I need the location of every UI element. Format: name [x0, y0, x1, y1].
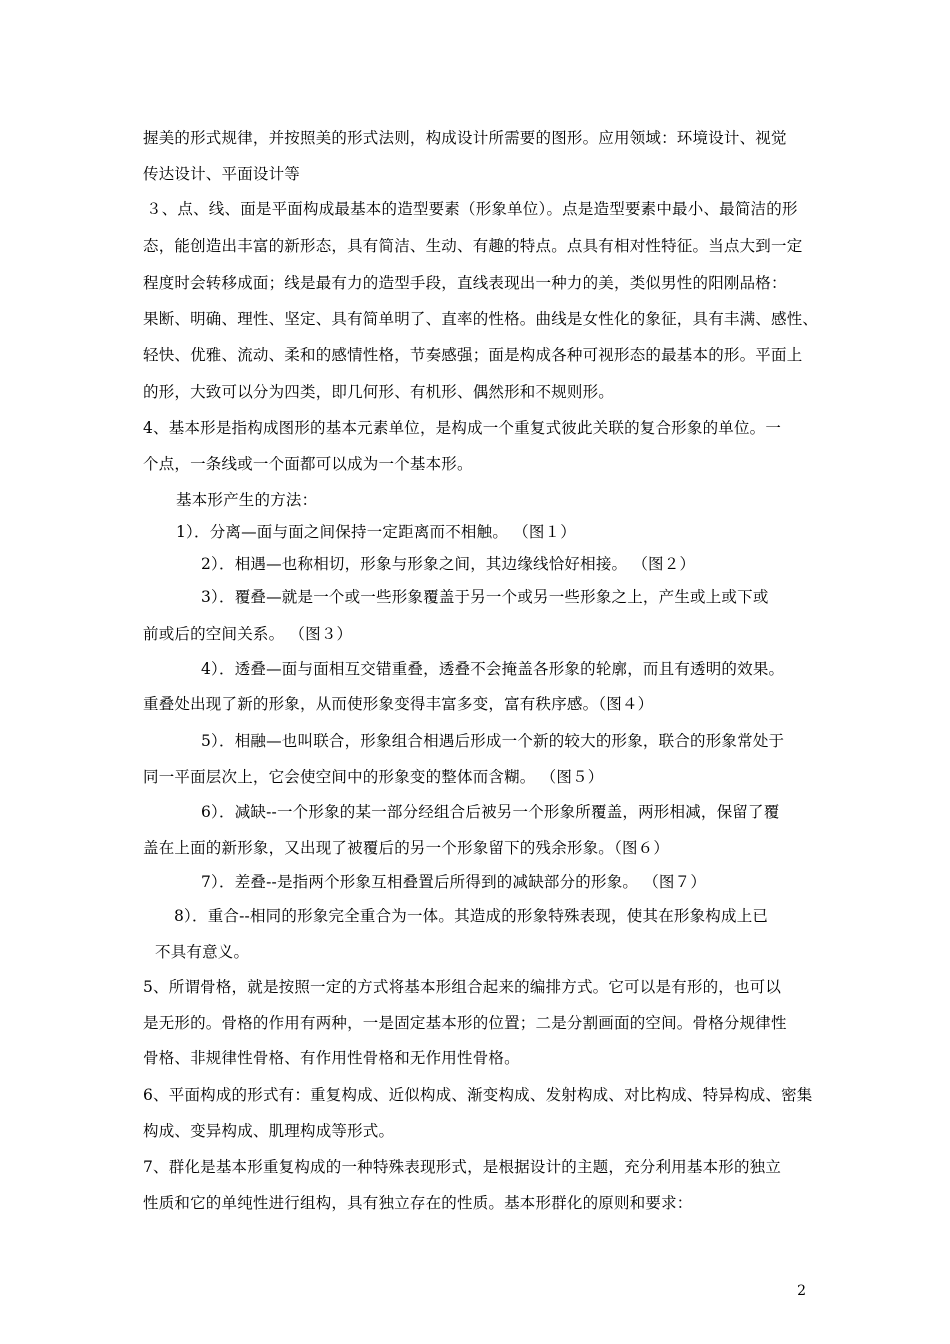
- text-line: 的形，大致可以分为四类，即几何形、有机形、偶然形和不规则形。: [143, 383, 615, 401]
- text-line: 骨格、非规律性骨格、有作用性骨格和无作用性骨格。: [143, 1049, 520, 1067]
- text-line: 2）．相遇—也称相切，形象与形象之间，其边缘线恰好相接。 （图２）: [201, 555, 696, 573]
- text-line: ３、点、线、面是平面构成最基本的造型要素（形象单位）。点是造型要素中最小、最简洁的形: [146, 200, 798, 218]
- text-line: 态，能创造出丰富的新形态，具有简洁、生动、有趣的特点。点具有相对性特征。当点大到一定: [143, 237, 803, 255]
- text-line: 握美的形式规律，并按照美的形式法则，构成设计所需要的图形。应用领域：环境设计、视觉: [143, 129, 787, 147]
- text-line: 重叠处出现了新的形象，从而使形象变得丰富多变，富有秩序感。（图４）: [143, 695, 654, 713]
- text-line: 轻快、优雅、流动、柔和的感情性格，节奏感强；面是构成各种可视形态的最基本的形。平面上: [143, 346, 803, 364]
- text-line: 6、平面构成的形式有：重复构成、近似构成、渐变构成、发射构成、对比构成、特异构成、密集: [143, 1086, 813, 1104]
- text-line: 基本形产生的方法：: [176, 491, 318, 509]
- text-line: 不具有意义。: [155, 943, 250, 961]
- text-line: 4）．透叠—面与面相互交错重叠，透叠不会掩盖各形象的轮廓，而且有透明的效果。: [201, 660, 785, 678]
- text-line: 果断、明确、理性、坚定、具有简单明了、直率的性格。曲线是女性化的象征，具有丰满、感性、: [143, 310, 819, 328]
- text-line: 程度时会转移成面；线是最有力的造型手段，直线表现出一种力的美，类似男性的阳刚品格：: [143, 274, 787, 292]
- text-line: 7、群化是基本形重复构成的一种特殊表现形式，是根据设计的主题，充分利用基本形的独立: [143, 1158, 782, 1176]
- text-line: 性质和它的单纯性进行组构，具有独立存在的性质。基本形群化的原则和要求：: [143, 1194, 693, 1212]
- text-line: 前或后的空间关系。 （图３）: [143, 625, 353, 643]
- text-line: 同一平面层次上，它会使空间中的形象变的整体而含糊。 （图５）: [143, 768, 604, 786]
- text-line: 5）．相融—也叫联合，形象组合相遇后形成一个新的较大的形象，联合的形象常处于: [201, 732, 785, 750]
- text-line: 6）．减缺--一个形象的某一部分经组合后被另一个形象所覆盖，两形相减，保留了覆: [201, 803, 780, 821]
- text-line: 8）．重合--相同的形象完全重合为一体。其造成的形象特殊表现，使其在形象构成上已: [174, 907, 769, 925]
- text-line: 4、基本形是指构成图形的基本元素单位，是构成一个重复式彼此关联的复合形象的单位。一: [143, 419, 782, 437]
- text-line: 7）．差叠--是指两个形象互相叠置后所得到的减缺部分的形象。 （图７）: [201, 873, 707, 891]
- text-line: 是无形的。骨格的作用有两种，一是固定基本形的位置；二是分割画面的空间。骨格分规律性: [143, 1014, 787, 1032]
- text-line: 3）．覆叠—就是一个或一些形象覆盖于另一个或另一些形象之上，产生或上或下或: [201, 588, 769, 606]
- text-line: 个点，一条线或一个面都可以成为一个基本形。: [143, 455, 473, 473]
- page-number: 2: [797, 1283, 806, 1299]
- text-line: 传达设计、平面设计等: [143, 165, 301, 183]
- text-line: 5、所谓骨格，就是按照一定的方式将基本形组合起来的编排方式。它可以是有形的，也可以: [143, 978, 782, 996]
- text-line: 盖在上面的新形象，又出现了被覆后的另一个形象留下的残余形象。（图６）: [143, 839, 670, 857]
- text-line: 1）．分离—面与面之间保持一定距离而不相触。 （图１）: [176, 523, 576, 541]
- text-line: 构成、变异构成、肌理构成等形式。: [143, 1122, 395, 1140]
